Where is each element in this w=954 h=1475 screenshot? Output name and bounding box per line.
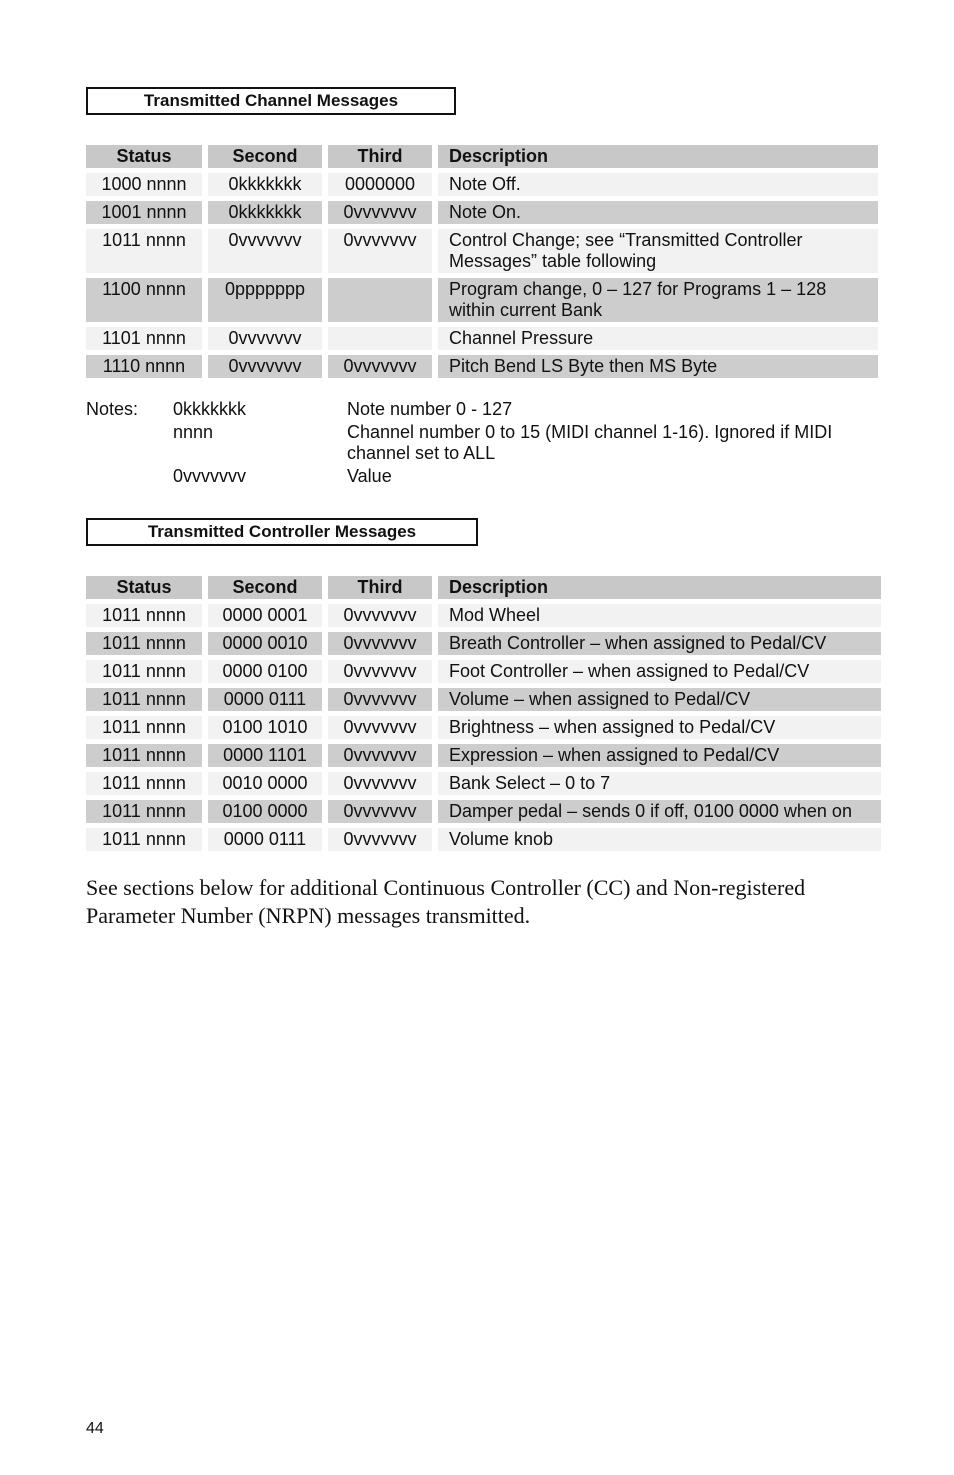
table-row [86, 327, 878, 350]
cell-third: 0vvvvvvv [328, 632, 432, 655]
cell-description: Breath Controller – when assigned to Pedal/CV [438, 632, 881, 655]
cell-status: 1001 nnnn [86, 201, 202, 224]
cell-status: 1011 nnnn [86, 716, 202, 739]
note-text: Note number 0 - 127 [347, 399, 513, 419]
table-header-row [86, 576, 881, 599]
channel-messages-title: Transmitted Channel Messages [86, 87, 456, 115]
cell-status: 1100 nnnn [86, 278, 202, 322]
table-row [86, 278, 878, 322]
cell-status: 1011 nnnn [86, 660, 202, 683]
table-row [86, 688, 881, 711]
note-code: 0kkkkkkk [173, 399, 247, 419]
cell-third: 0vvvvvvv [328, 229, 432, 273]
header-description: Description [438, 145, 878, 168]
cell-third [328, 327, 432, 350]
cell-status: 1011 nnnn [86, 632, 202, 655]
table-row [86, 660, 881, 683]
cell-second: 0000 0010 [208, 632, 322, 655]
note-text: Value [347, 466, 392, 486]
cell-second: 0000 0001 [208, 604, 322, 627]
cell-third: 0vvvvvvv [328, 201, 432, 224]
cell-second: 0000 0111 [208, 688, 322, 711]
cell-third: 0vvvvvvv [328, 772, 432, 795]
cell-third: 0vvvvvvv [328, 800, 432, 823]
notes-block [86, 399, 886, 489]
controller-messages-title: Transmitted Controller Messages [86, 518, 478, 546]
cell-second: 0vvvvvvv [208, 229, 322, 273]
cell-third: 0vvvvvvv [328, 744, 432, 767]
cell-status: 1101 nnnn [86, 327, 202, 350]
cell-second: 0vvvvvvv [208, 355, 322, 378]
cell-third: 0vvvvvvv [328, 355, 432, 378]
cell-third: 0vvvvvvv [328, 660, 432, 683]
cell-second: 0100 0000 [208, 800, 322, 823]
note-row [86, 422, 886, 464]
cell-status: 1011 nnnn [86, 800, 202, 823]
channel-messages-table [80, 140, 884, 383]
cell-third: 0vvvvvvv [328, 828, 432, 851]
cell-description: Bank Select – 0 to 7 [438, 772, 881, 795]
cell-description: Mod Wheel [438, 604, 881, 627]
cell-second: 0000 1101 [208, 744, 322, 767]
notes-label: Notes: [86, 399, 139, 419]
cell-description: Pitch Bend LS Byte then MS Byte [438, 355, 878, 378]
note-code: 0vvvvvvv [173, 466, 247, 486]
body-paragraph: See sections below for additional Continuous Controller (CC) and Non-registered Parameter Number (NRPN) messages transmitted. [86, 875, 806, 928]
table-row [86, 744, 881, 767]
cell-description: Note On. [438, 201, 878, 224]
cell-second: 0kkkkkkk [208, 173, 322, 196]
cell-status: 1011 nnnn [86, 604, 202, 627]
cell-description: Brightness – when assigned to Pedal/CV [438, 716, 881, 739]
controller-messages-table [80, 571, 887, 856]
header-status: Status [86, 576, 202, 599]
table-row [86, 772, 881, 795]
note-row [86, 466, 886, 487]
cell-status: 1011 nnnn [86, 772, 202, 795]
cell-status: 1011 nnnn [86, 828, 202, 851]
cell-description: Damper pedal – sends 0 if off, 0100 0000 when on [438, 800, 881, 823]
table-row [86, 632, 881, 655]
cell-description: Note Off. [438, 173, 878, 196]
table-header-row [86, 145, 878, 168]
cell-description: Volume – when assigned to Pedal/CV [438, 688, 881, 711]
cell-description: Program change, 0 – 127 for Programs 1 – 128 within current Bank [438, 278, 878, 322]
table-row [86, 828, 881, 851]
cell-description: Foot Controller – when assigned to Pedal/CV [438, 660, 881, 683]
cell-third: 0vvvvvvv [328, 604, 432, 627]
cell-second: 0kkkkkkk [208, 201, 322, 224]
cell-second: 0000 0111 [208, 828, 322, 851]
header-status: Status [86, 145, 202, 168]
cell-description: Control Change; see “Transmitted Controller Messages” table following [438, 229, 878, 273]
cell-description: Expression – when assigned to Pedal/CV [438, 744, 881, 767]
note-row [86, 399, 886, 420]
table-row [86, 355, 878, 378]
cell-second: 0vvvvvvv [208, 327, 322, 350]
header-second: Second [208, 145, 322, 168]
table-row [86, 201, 878, 224]
cell-description: Channel Pressure [438, 327, 878, 350]
cell-status: 1011 nnnn [86, 744, 202, 767]
cell-status: 1110 nnnn [86, 355, 202, 378]
page-number: 44 [86, 1420, 104, 1437]
table-row [86, 173, 878, 196]
cell-second: 0000 0100 [208, 660, 322, 683]
cell-third: 0vvvvvvv [328, 716, 432, 739]
cell-status: 1011 nnnn [86, 229, 202, 273]
cell-second: 0010 0000 [208, 772, 322, 795]
header-third: Third [328, 145, 432, 168]
header-second: Second [208, 576, 322, 599]
header-description: Description [438, 576, 881, 599]
table-row [86, 800, 881, 823]
cell-status: 1000 nnnn [86, 173, 202, 196]
note-code: nnnn [173, 422, 214, 442]
cell-description: Volume knob [438, 828, 881, 851]
note-text: Channel number 0 to 15 (MIDI channel 1-16). Ignored if MIDI channel set to ALL [347, 422, 833, 463]
cell-second: 0ppppppp [208, 278, 322, 322]
table-row [86, 716, 881, 739]
cell-second: 0100 1010 [208, 716, 322, 739]
cell-third [328, 278, 432, 322]
cell-status: 1011 nnnn [86, 688, 202, 711]
table-row [86, 604, 881, 627]
cell-third: 0vvvvvvv [328, 688, 432, 711]
table-row [86, 229, 878, 273]
header-third: Third [328, 576, 432, 599]
cell-third: 0000000 [328, 173, 432, 196]
